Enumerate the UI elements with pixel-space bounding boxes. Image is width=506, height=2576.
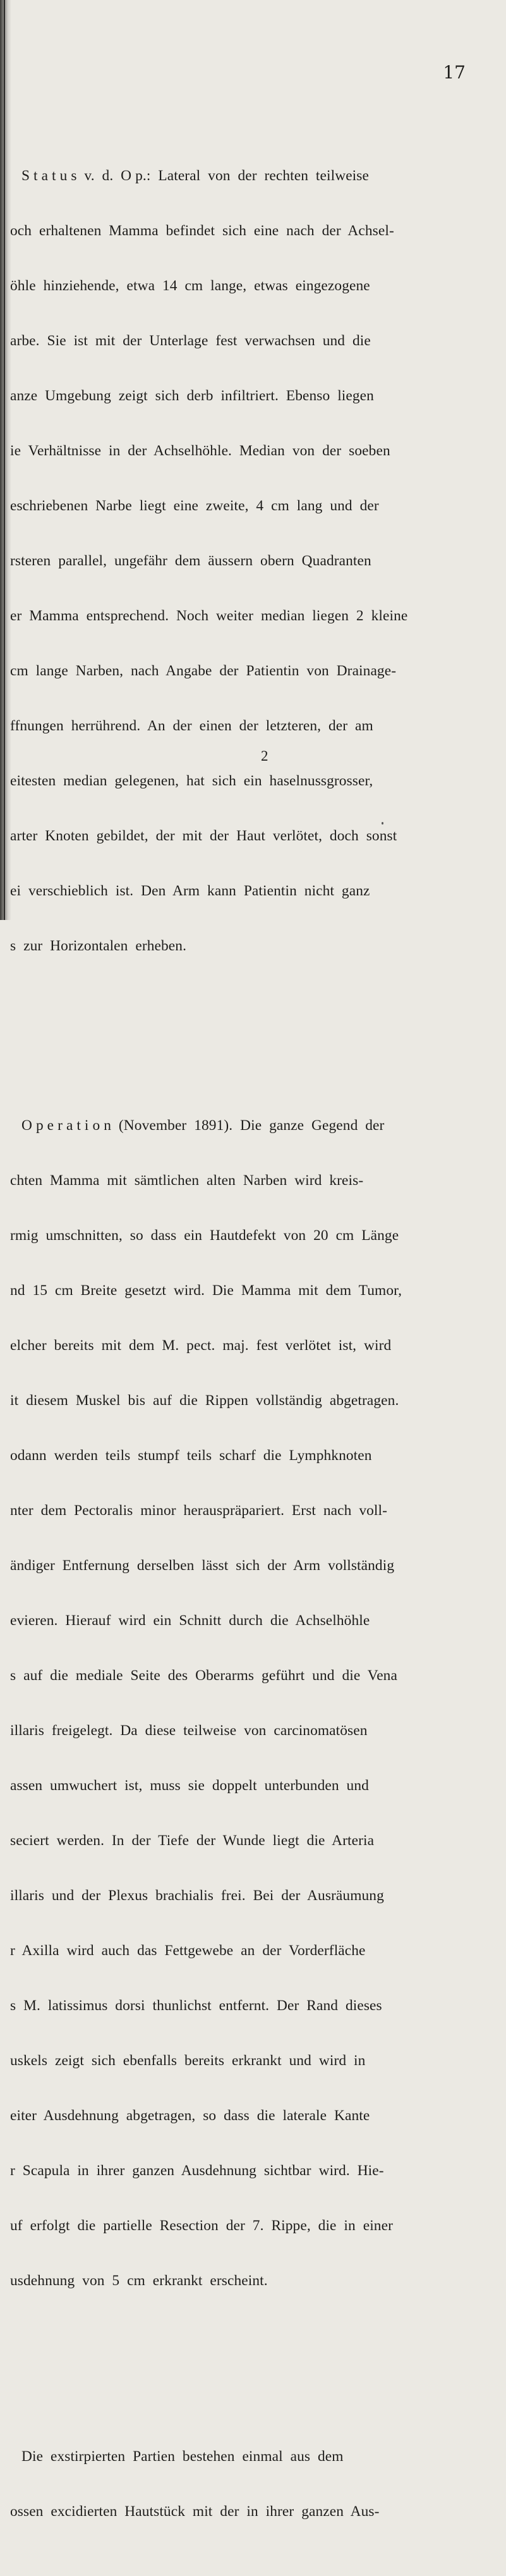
book-gutter-edge (4, 0, 5, 920)
text-line: arbe. Sie ist mit der Unterlage fest verwachsen und die (10, 333, 371, 349)
text-line: ossen excidierten Hautstück mit der in ihrer ganzen Aus- (10, 2503, 380, 2520)
text-line: cm lange Narben, nach Angabe der Patientin von Drainage- (10, 663, 397, 679)
text-line: seciert werden. In der Tiefe der Wunde liegt die Arteria (10, 1832, 375, 1849)
text-line: s zur Horizontalen erheben. (10, 938, 187, 954)
text-line: usdehnung von 5 cm erkrankt erscheint. (10, 2272, 268, 2289)
signature-mark: 2 (261, 748, 268, 764)
text-line: arter Knoten gebildet, der mit der Haut verlötet, doch sonst (10, 828, 397, 844)
text-line: eiter Ausdehnung abgetragen, so dass die laterale Kante (10, 2107, 370, 2124)
page-number: 17 (443, 62, 466, 83)
paragraph-operation (10, 1080, 471, 2327)
text-line: S t a t u s v. d. O p.: Lateral von der rechten teilweise (21, 168, 369, 184)
text-line: ändiger Entfernung derselben lässt sich der Arm vollständig (10, 1557, 395, 1574)
text-line: nd 15 cm Breite gesetzt wird. Die Mamma mit dem Tumor, (10, 1282, 402, 1299)
text-line: eitesten median gelegenen, hat sich ein haselnussgrosser, (10, 773, 373, 789)
text-line: nter dem Pectoralis minor herauspräpariert. Erst nach voll- (10, 1502, 388, 1519)
text-line: elcher bereits mit dem M. pect. maj. fest verlötet ist, wird (10, 1337, 392, 1354)
text-line: s auf die mediale Seite des Oberarms geführt und die Vena (10, 1667, 397, 1684)
text-line: s M. latissimus dorsi thunlichst entfernt. Der Rand dieses (10, 1997, 382, 2014)
text-line: anze Umgebung zeigt sich derb infiltriert. Ebenso liegen (10, 388, 374, 404)
text-line: er Mamma entsprechend. Noch weiter median liegen 2 kleine (10, 608, 408, 624)
text-line: ie Verhältnisse in der Achselhöhle. Median von der soeben (10, 443, 390, 459)
text-line: eschriebenen Narbe liegt eine zweite, 4 cm lang und der (10, 498, 379, 514)
text-line: assen umwuchert ist, muss sie doppelt unterbunden und (10, 1777, 369, 1794)
paragraph-status (10, 130, 471, 992)
text-line: illaris und der Plexus brachialis frei. Bei der Ausräumung (10, 1887, 384, 1904)
text-line: r Axilla wird auch das Fettgewebe an der Vorderfläche (10, 1942, 366, 1959)
text-line: illaris freigelegt. Da diese teilweise von carcinomatösen (10, 1722, 368, 1739)
text-line: evieren. Hierauf wird ein Schnitt durch die Achselhöhle (10, 1612, 370, 1629)
text-line: och erhaltenen Mamma befindet sich eine nach der Achsel- (10, 223, 394, 239)
text-line: r Scapula in ihrer ganzen Ausdehnung sichtbar wird. Hie- (10, 2162, 384, 2179)
text-line: öhle hinziehende, etwa 14 cm lange, etwas eingezogene (10, 278, 370, 294)
text-line: O p e r a t i o n (November 1891). Die ganze Gegend der (21, 1117, 385, 1134)
text-line: ei verschieblich ist. Den Arm kann Patientin nicht ganz (10, 883, 370, 899)
body-text (10, 94, 471, 2576)
text-line: chten Mamma mit sämtlichen alten Narben wird kreis- (10, 1172, 364, 1189)
text-line: uskels zeigt sich ebenfalls bereits erkrankt und wird in (10, 2052, 366, 2069)
paper-speck (382, 822, 383, 825)
paragraph-exstirpation (10, 2411, 471, 2558)
text-line: Die exstirpierten Partien bestehen einmal aus dem (21, 2448, 344, 2465)
text-line: rsteren parallel, ungefähr dem äussern obern Quadranten (10, 553, 371, 569)
text-line: it diesem Muskel bis auf die Rippen vollständig abgetragen. (10, 1392, 399, 1409)
text-line: rmig umschnitten, so dass ein Hautdefekt von 20 cm Länge (10, 1227, 399, 1244)
text-line: uf erfolgt die partielle Resection der 7. Rippe, die in einer (10, 2217, 393, 2234)
text-line: odann werden teils stumpf teils scharf die Lymphknoten (10, 1447, 372, 1464)
text-line: ffnungen herrührend. An der einen der letzteren, der am (10, 718, 373, 734)
